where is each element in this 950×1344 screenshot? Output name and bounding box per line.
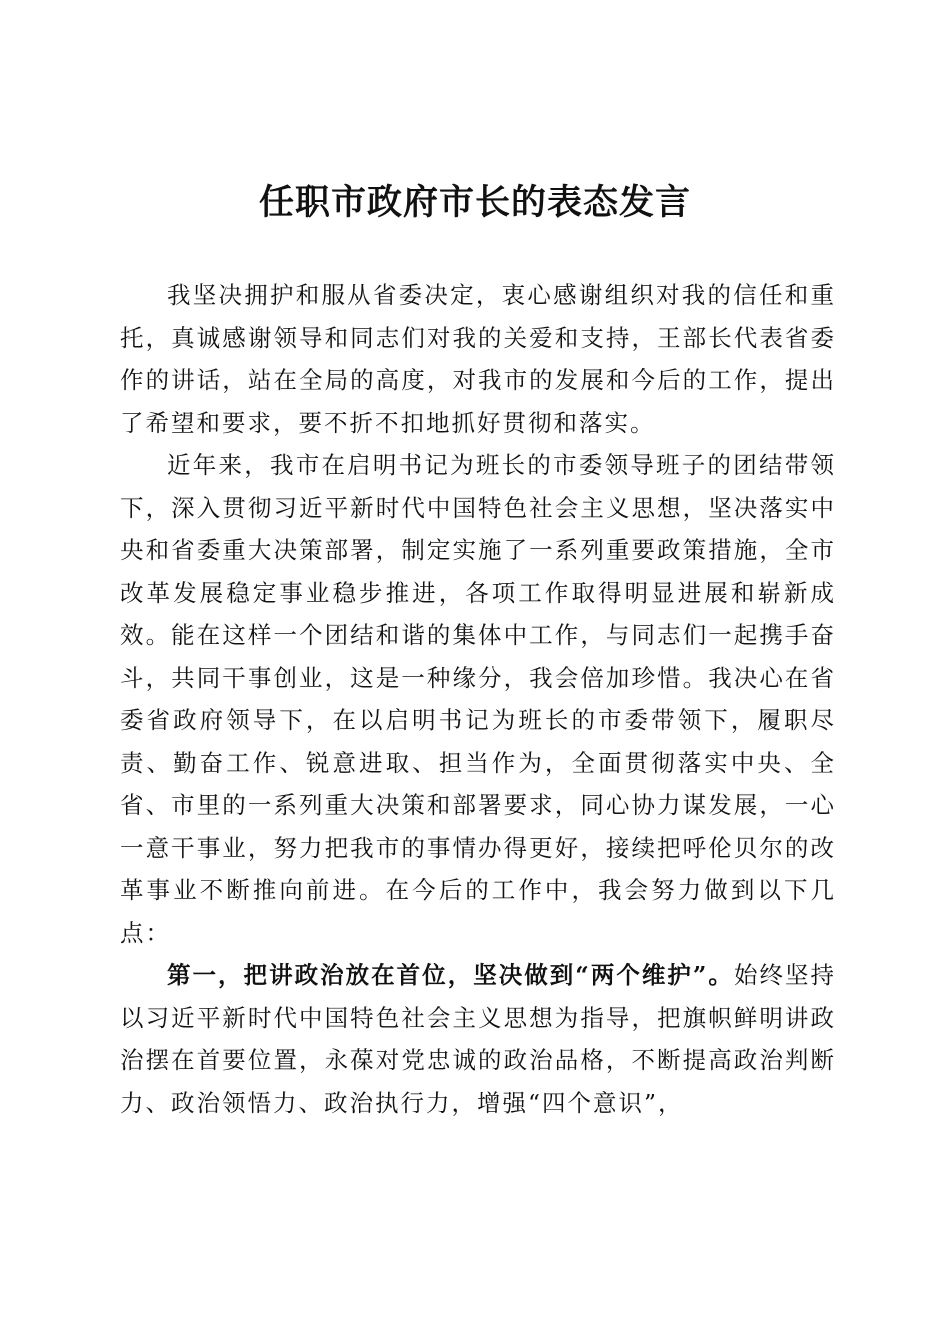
- document-title: 任职市政府市长的表态发言: [258, 182, 691, 223]
- paragraph-3-lead: 第一，把讲政治放在首位，坚决做到“两个维护”。: [167, 961, 734, 989]
- paragraph-2: [120, 444, 836, 954]
- paragraph-1-text: 我坚决拥护和服从省委决定，衷心感谢组织对我的信任和重托，真诚感谢领导和同志们对我的关爱和支持，王部长代表省委作的讲话，站在全局的高度，对我市的发展和今后的工作，提出了希望和要求，要不折不扣地抓好贯彻和落实。: [120, 281, 836, 437]
- paragraph-3: [120, 954, 836, 1124]
- document-body: [120, 274, 836, 1124]
- paragraph-2-text: 近年来，我市在启明书记为班长的市委领导班子的团结带领下，深入贯彻习近平新时代中国特色社会主义思想，坚决落实中央和省委重大决策部署，制定实施了一系列重要政策措施，全市改革发展稳定事业稳步推进，各项工作取得明显进展和崭新成效。能在这样一个团结和谐的集体中工作，与同志们一起携手奋斗，共同干事创业，这是一种缘分，我会倍加珍惜。我决心在省委省政府领导下，在以启明书记为班长的市委带领下，履职尽责、勤奋工作、锐意进取、担当作为，全面贯彻落实中央、全省、市里的一系列重大决策和部署要求，同心协力谋发展，一心一意干事业，努力把我市的事情办得更好，接续把呼伦贝尔的改革事业不断推向前进。在今后的工作中，我会努力做到以下几点：: [120, 451, 836, 947]
- paragraph-3-text: 始终坚持以习近平新时代中国特色社会主义思想为指导，把旗帜鲜明讲政治摆在首要位置，永葆对党忠诚的政治品格，不断提高政治判断力、政治领悟力、政治执行力，增强“四个意识”，: [120, 961, 836, 1117]
- paragraph-1: [120, 274, 836, 444]
